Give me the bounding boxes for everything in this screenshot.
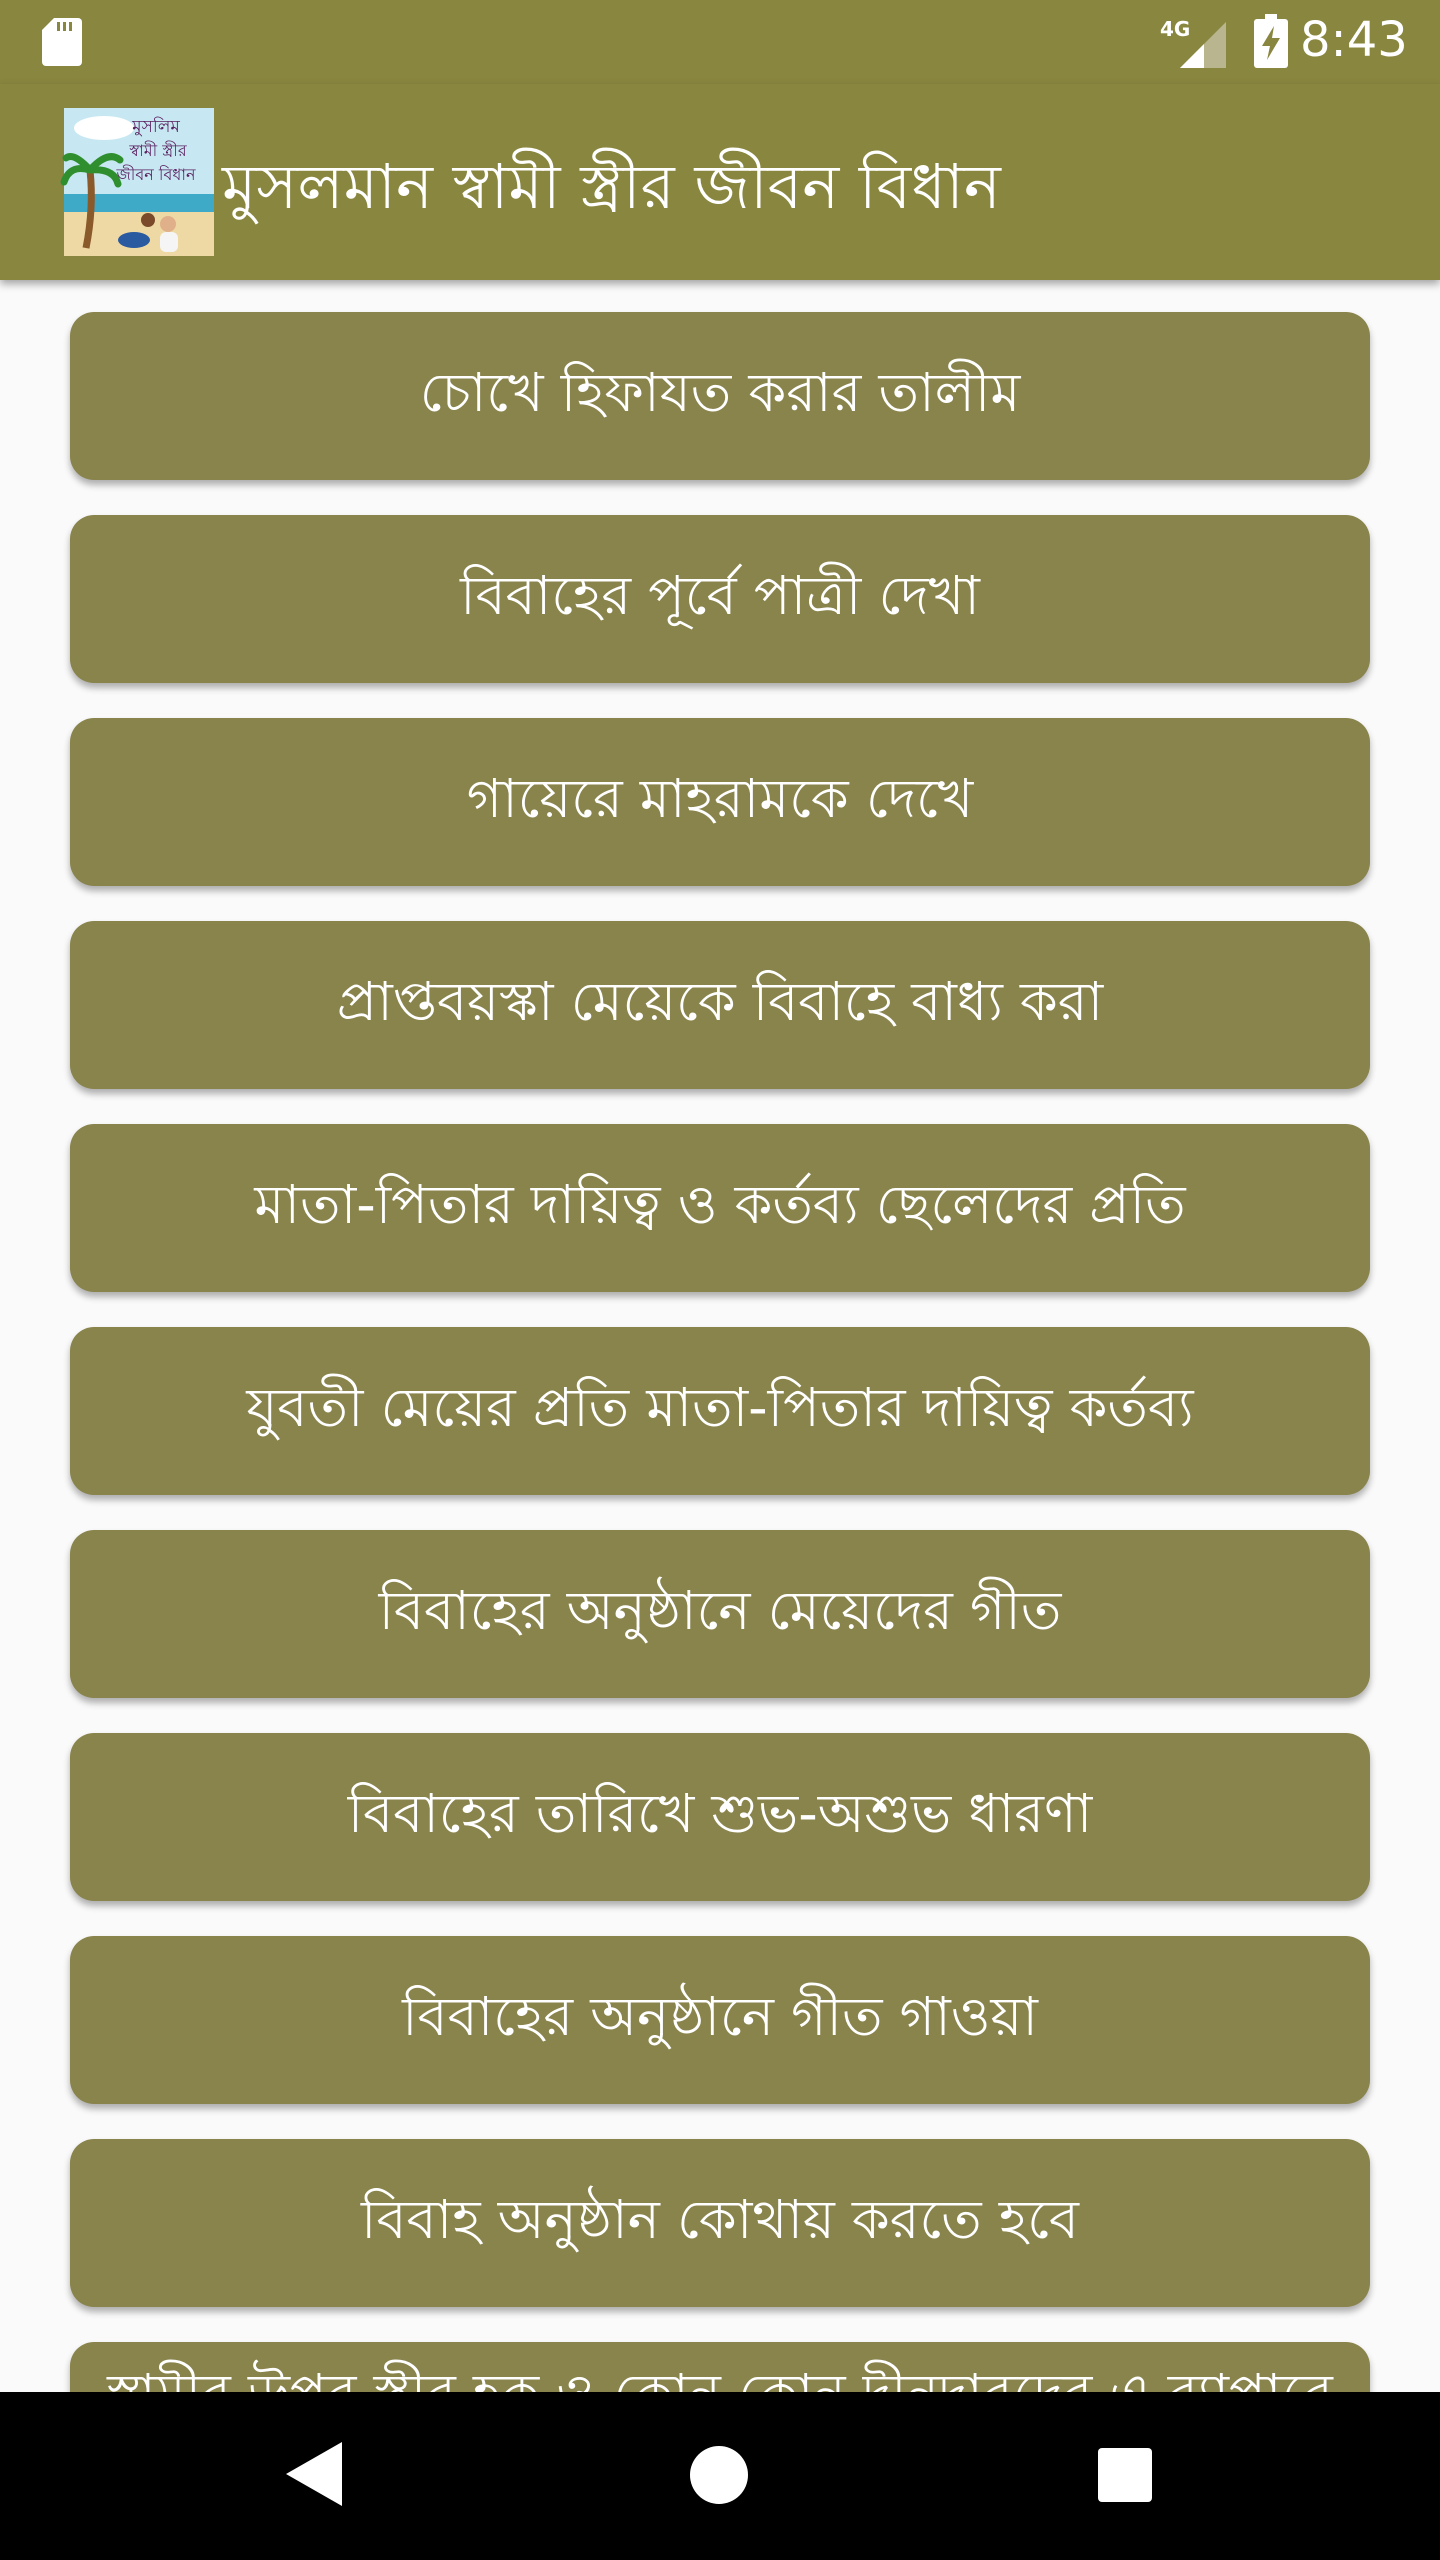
topic-button[interactable] bbox=[70, 1936, 1370, 2104]
topic-label: যুবতী মেয়ের প্রতি মাতা-পিতার দায়িত্ব কর্তব্য bbox=[246, 1376, 1194, 1439]
app-bar bbox=[0, 84, 1440, 280]
topic-button[interactable] bbox=[70, 312, 1370, 480]
topic-button[interactable] bbox=[70, 515, 1370, 683]
logo-text-3: জীবন বিধান bbox=[116, 165, 196, 184]
battery-charging-icon bbox=[1254, 14, 1288, 68]
app-logo-icon bbox=[64, 108, 214, 256]
logo-text-2: স্বামী স্ত্রীর bbox=[129, 141, 187, 160]
topic-button[interactable] bbox=[70, 1327, 1370, 1495]
topic-label: চোখে হিফাযত করার তালীম bbox=[419, 361, 1021, 424]
sd-card-icon bbox=[42, 18, 82, 66]
status-bar bbox=[0, 0, 1440, 84]
topic-button[interactable] bbox=[70, 2139, 1370, 2307]
logo-text-1: মুসলিম bbox=[132, 117, 180, 137]
back-icon[interactable] bbox=[286, 2442, 342, 2506]
topic-label: বিবাহ অনুষ্ঠান কোথায় করতে হবে bbox=[361, 2188, 1079, 2251]
recent-apps-icon[interactable] bbox=[1098, 2448, 1152, 2502]
navigation-bar bbox=[0, 2392, 1440, 2560]
home-icon[interactable] bbox=[690, 2446, 748, 2504]
topic-button[interactable] bbox=[70, 921, 1370, 1089]
topic-label: বিবাহের পূর্বে পাত্রী দেখা bbox=[460, 564, 980, 627]
topic-button[interactable] bbox=[70, 1733, 1370, 1901]
topic-label: মাতা-পিতার দায়িত্ব ও কর্তব্য ছেলেদের প্রতি bbox=[254, 1173, 1186, 1236]
topic-button[interactable] bbox=[70, 1530, 1370, 1698]
topic-label: বিবাহের অনুষ্ঠানে মেয়েদের গীত bbox=[378, 1579, 1062, 1642]
topic-label: বিবাহের তারিখে শুভ-অশুভ ধারণা bbox=[347, 1782, 1093, 1845]
topic-label: বিবাহের অনুষ্ঠানে গীত গাওয়া bbox=[402, 1985, 1038, 2048]
app-title: মুসলমান স্বামী স্ত্রীর জীবন বিধান bbox=[222, 150, 1001, 223]
topic-label: গায়েরে মাহরামকে দেখে bbox=[466, 767, 974, 830]
topic-list bbox=[0, 280, 1440, 2392]
network-type-label: 4G bbox=[1160, 17, 1191, 41]
topic-label: প্রাপ্তবয়স্কা মেয়েকে বিবাহে বাধ্য করা bbox=[336, 970, 1104, 1033]
topic-button[interactable] bbox=[70, 1124, 1370, 1292]
cell-signal-icon bbox=[1160, 16, 1226, 68]
status-clock: 8:43 bbox=[1300, 12, 1408, 68]
topic-button[interactable] bbox=[70, 718, 1370, 886]
